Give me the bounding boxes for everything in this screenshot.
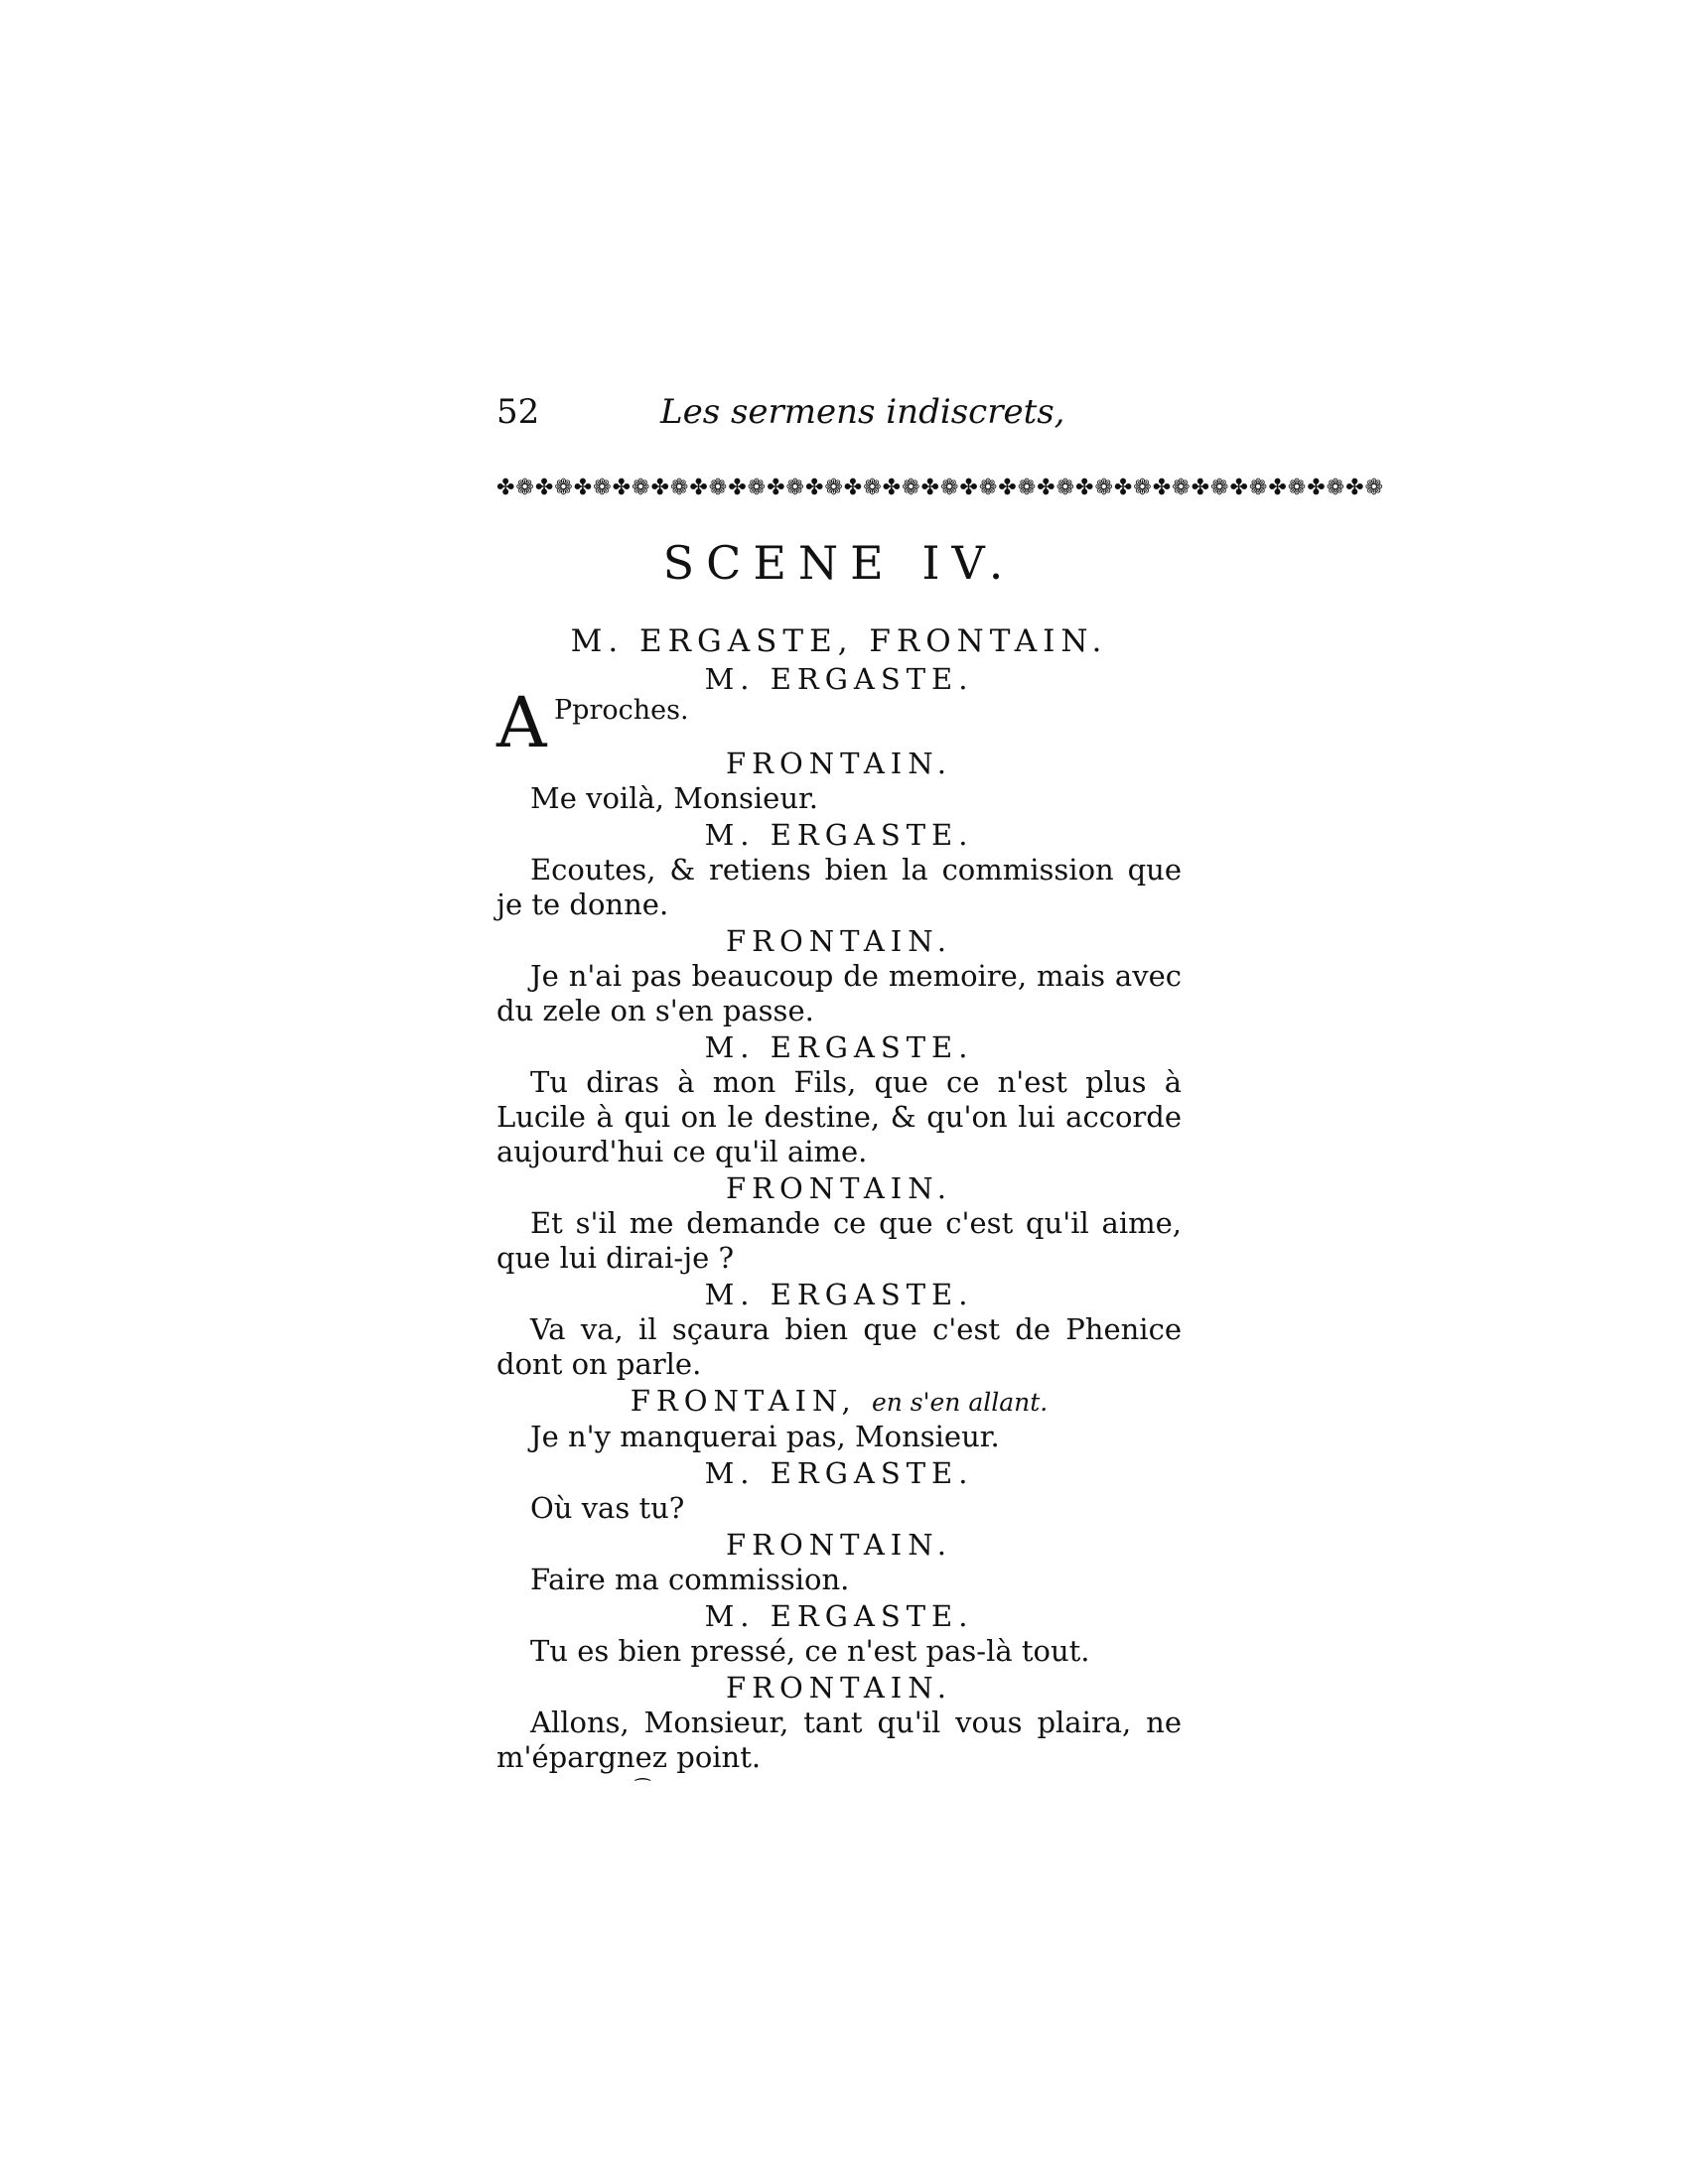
speech-text: Où vas tu? [530,1491,685,1525]
speech-text: Et s'il me demande ce que c'est qu'il aime, que lui dirai-je ? [496,1206,1182,1275]
exchange [496,1456,1182,1526]
speaker-name: FRONTAIN. [726,1671,952,1705]
page-header [496,392,1182,442]
speaker-name: M. ERGASTE. [704,1456,974,1490]
speaker-name [496,1384,1182,1420]
speaker-name: M. ERGASTE. [704,1030,974,1064]
speaker-name: FRONTAIN. [726,924,952,958]
speech-text: Tu es bien pressé, ce n'est pas-là tout. [530,1634,1090,1668]
speech-text: Ecoutes, & retiens bien la commission que je te donne. [496,853,1182,921]
exchange [496,1171,1182,1276]
drop-cap: A [496,682,547,763]
book-page [496,392,1384,1800]
speaker-name: M. ERGASTE. [704,818,974,852]
speech-text: Faire ma commission. [530,1563,850,1596]
speech-text: Va va, il sçaura bien que c'est de Phenice dont on parle. [496,1312,1182,1381]
catchword-mark: ⁀ [635,1779,650,1800]
speech-text: Je n'y manquerai pas, Monsieur. [530,1420,1000,1453]
exchange [496,1030,1182,1169]
speaker-name: FRONTAIN. [726,1528,952,1562]
exchange [496,818,1182,922]
exchange [496,924,1182,1028]
speech-text: Pproches. [554,695,689,726]
speaker-name: FRONTAIN. [726,1171,952,1205]
speech-text: Tu diras à mon Fils, que ce n'est plus à Lucile à qui on le destine, & qu'on lui accorde aujourd'hui ce qu'il aime. [496,1065,1182,1168]
speaker-name: M. ERGASTE. [704,1278,974,1311]
exchange [496,1671,1182,1775]
exchange [496,1278,1182,1382]
speaker-label: FRONTAIN, [630,1384,857,1418]
speech-text: Je n'ai pas beaucoup de memoire, mais avec du zele on s'en passe. [496,959,1182,1027]
exchange [496,1599,1182,1669]
speaker-name: FRONTAIN. [726,747,952,780]
speaker-name: M. ERGASTE. [704,662,974,696]
stage-direction: en s'en allant. [871,1388,1049,1417]
exchange [496,1528,1182,1597]
scene-title: SCENE IV. [662,536,1016,590]
first-speech [496,682,1182,763]
exchange [496,747,1182,816]
ornamental-band: ✤❁✤❁✤❁✤❁✤❁✤❁✤❁✤❁✤❁✤❁✤❁✤❁✤❁✤❁✤❁✤❁✤❁✤❁✤❁✤❁✤❁✤❁✤❁ [496,476,1384,500]
dialogue [496,747,1182,1775]
cast-list: M. ERGASTE, FRONTAIN. [570,623,1108,659]
page-number: 52 [496,392,540,432]
running-title: Les sermens indiscrets, [660,392,1065,432]
exchange [496,1384,1182,1454]
speech-text: Allons, Monsieur, tant qu'il vous plaira, ne m'épargnez point. [496,1706,1182,1774]
speaker-name: M. ERGASTE. [704,1599,974,1633]
speech-text: Me voilà, Monsieur. [530,781,818,815]
